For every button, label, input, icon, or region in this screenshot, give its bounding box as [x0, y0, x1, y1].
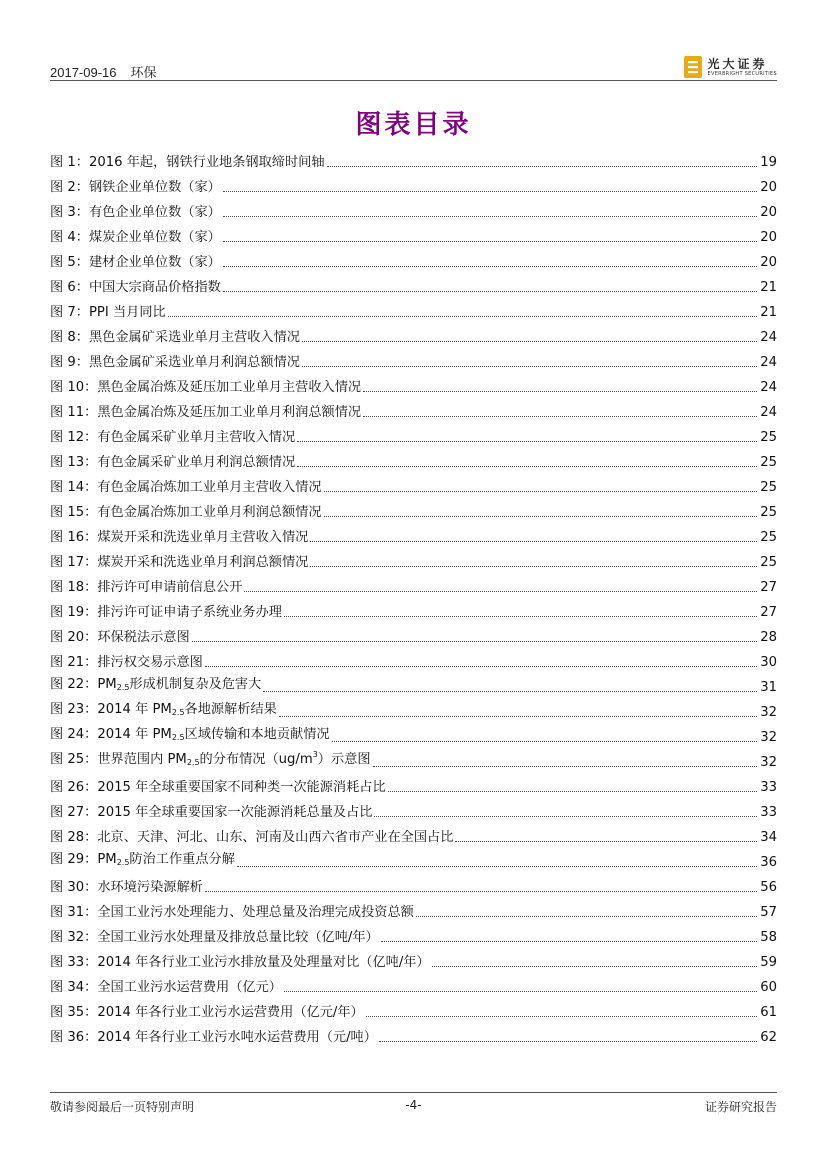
dot-leader [363, 391, 757, 392]
dot-leader [279, 716, 757, 717]
toc-entry-page: 30 [760, 655, 777, 670]
toc-entry-label [50, 930, 379, 946]
dot-leader [324, 516, 757, 517]
dot-leader [223, 266, 757, 267]
toc-entry-text: 图 19：排污许可证申请子系统业务办理 [50, 605, 282, 620]
toc-entry-label [50, 830, 453, 846]
toc-entry-text: 图 33：2014 年各行业工业污水排放量及处理量对比（亿吨/年） [50, 955, 430, 970]
toc-entry-page: 57 [760, 905, 777, 920]
figure-index [50, 146, 777, 1046]
toc-entry[interactable] [50, 196, 777, 221]
dot-leader [223, 216, 757, 217]
dot-leader [388, 791, 757, 792]
toc-entry-label [50, 805, 372, 821]
dot-leader [244, 591, 757, 592]
dot-leader [310, 541, 757, 542]
toc-entry[interactable] [50, 171, 777, 196]
toc-entry-page: 20 [760, 230, 777, 245]
toc-entry[interactable] [50, 546, 777, 571]
toc-entry-text: 图 2：钢铁企业单位数（家） [50, 180, 221, 195]
dot-leader [363, 416, 757, 417]
toc-entry-text: 图 34：全国工业污水运营费用（亿元） [50, 980, 282, 995]
toc-entry-label [50, 677, 261, 696]
toc-entry-page: 33 [760, 780, 777, 795]
page-header [50, 56, 777, 80]
dot-leader [192, 641, 757, 642]
dot-leader [455, 841, 757, 842]
toc-entry[interactable] [50, 346, 777, 371]
toc-entry[interactable] [50, 271, 777, 296]
toc-entry[interactable] [50, 1021, 777, 1046]
subscript-text: 2.5 [116, 858, 130, 867]
toc-entry[interactable] [50, 796, 777, 821]
dot-leader [205, 891, 757, 892]
toc-entry-text: 的分布情况（ug/m [199, 752, 313, 767]
toc-entry-label [50, 530, 308, 546]
toc-entry[interactable] [50, 746, 777, 771]
logo-english-name: EVERBRIGHT SECURITIES [707, 70, 777, 77]
toc-entry-label [50, 305, 166, 321]
toc-entry-label [50, 630, 190, 646]
toc-entry-label [50, 405, 361, 421]
toc-entry-label [50, 430, 295, 446]
toc-entry-label [50, 655, 203, 671]
toc-entry-label [50, 355, 300, 371]
toc-entry[interactable] [50, 621, 777, 646]
subscript-text: 2.5 [116, 683, 130, 692]
toc-entry[interactable] [50, 846, 777, 871]
toc-entry-text: 图 12：有色金属采矿业单月主营收入情况 [50, 430, 296, 445]
toc-entry[interactable] [50, 971, 777, 996]
toc-entry-label [50, 702, 277, 721]
toc-entry-page: 20 [760, 205, 777, 220]
toc-entry-page: 32 [760, 755, 777, 770]
toc-entry-text: 图 18：排污许可申请前信息公开 [50, 580, 243, 595]
toc-entry-label [50, 380, 361, 396]
dot-leader [327, 166, 757, 167]
toc-entry[interactable] [50, 821, 777, 846]
toc-entry-label [50, 505, 322, 521]
superscript-text: 3 [312, 750, 318, 759]
toc-entry-page: 33 [760, 805, 777, 820]
toc-entry-page: 20 [760, 255, 777, 270]
toc-entry-page: 59 [760, 955, 777, 970]
toc-entry-text: 图 21：排污权交易示意图 [50, 655, 203, 670]
toc-entry[interactable] [50, 696, 777, 721]
dot-leader [416, 916, 757, 917]
subscript-text: 2.5 [186, 758, 200, 767]
dot-leader [374, 816, 757, 817]
toc-entry-text: 图 26：2015 年全球重要国家不同种类一次能源消耗占比 [50, 780, 386, 795]
dot-leader [205, 666, 757, 667]
dot-leader [297, 466, 757, 467]
dot-leader [366, 1016, 757, 1017]
toc-entry-text: 图 23：2014 年 PM [50, 702, 172, 717]
toc-entry[interactable] [50, 721, 777, 746]
company-logo [684, 56, 777, 78]
dot-leader [223, 291, 757, 292]
toc-entry-text: 各地源解析结果 [184, 702, 277, 717]
toc-entry-text: 图 22：PM [50, 677, 117, 692]
page-number: -4- [405, 1098, 422, 1112]
toc-entry-page: 25 [760, 505, 777, 520]
toc-entry[interactable] [50, 771, 777, 796]
toc-entry[interactable] [50, 321, 777, 346]
dot-leader [379, 1041, 757, 1042]
toc-entry-page: 25 [760, 455, 777, 470]
toc-entry-label [50, 280, 221, 296]
toc-entry-page: 31 [760, 680, 777, 695]
toc-entry-label [50, 255, 221, 271]
dot-leader [310, 566, 757, 567]
toc-entry-page: 34 [760, 830, 777, 845]
toc-entry[interactable] [50, 646, 777, 671]
subscript-text: 2.5 [171, 708, 185, 717]
logo-chinese-name: 光大证券 [707, 56, 768, 71]
dot-leader [223, 241, 757, 242]
toc-entry-text: 图 17：煤炭开采和洗选业单月利润总额情况 [50, 555, 309, 570]
toc-entry-text: 图 20：环保税法示意图 [50, 630, 190, 645]
dot-leader [237, 866, 757, 867]
toc-entry-page: 21 [760, 305, 777, 320]
dot-leader [223, 191, 757, 192]
page-footer [50, 1098, 777, 1114]
toc-entry-page: 25 [760, 530, 777, 545]
report-date: 2017-09-16 [50, 65, 117, 80]
toc-entry-label [50, 455, 295, 471]
toc-entry[interactable] [50, 921, 777, 946]
toc-entry-text: 区域传输和本地贡献情况 [184, 727, 330, 742]
toc-entry-label [50, 780, 386, 796]
toc-entry[interactable] [50, 996, 777, 1021]
toc-entry-page: 24 [760, 355, 777, 370]
toc-entry[interactable] [50, 496, 777, 521]
toc-entry-text: 图 4：煤炭企业单位数（家） [50, 230, 221, 245]
toc-entry-text: 图 3：有色企业单位数（家） [50, 205, 221, 220]
toc-entry-page: 20 [760, 180, 777, 195]
toc-entry[interactable] [50, 221, 777, 246]
dot-leader [381, 941, 757, 942]
dot-leader [284, 616, 757, 617]
toc-entry-label [50, 1005, 364, 1021]
toc-entry[interactable] [50, 296, 777, 321]
dot-leader [284, 991, 757, 992]
toc-entry-page: 27 [760, 580, 777, 595]
toc-entry-label [50, 155, 325, 171]
dot-leader [432, 966, 757, 967]
toc-entry-label [50, 980, 282, 996]
dot-leader [168, 316, 757, 317]
toc-entry-text: 图 7：PPI 当月同比 [50, 305, 166, 320]
toc-entry-label [50, 1030, 377, 1046]
toc-entry-label [50, 905, 414, 921]
toc-entry-page: 62 [760, 1030, 777, 1045]
toc-entry-text: 图 9：黑色金属矿采选业单月利润总额情况 [50, 355, 300, 370]
dot-leader [324, 491, 757, 492]
toc-entry-label [50, 330, 300, 346]
toc-entry-text: 图 30：水环境污染源解析 [50, 880, 203, 895]
toc-entry-page: 25 [760, 555, 777, 570]
toc-entry-label [50, 180, 221, 196]
report-sector: 环保 [130, 65, 157, 80]
toc-entry-text: 图 35：2014 年各行业工业污水运营费用（亿元/年） [50, 1005, 364, 1020]
toc-entry-label [50, 555, 308, 571]
toc-entry-text: 图 29：PM [50, 852, 117, 867]
toc-entry-page: 24 [760, 405, 777, 420]
toc-entry[interactable] [50, 471, 777, 496]
toc-entry-text: 图 24：2014 年 PM [50, 727, 172, 742]
toc-entry-label [50, 727, 330, 746]
toc-entry-text: 图 27：2015 年全球重要国家一次能源消耗总量及占比 [50, 805, 373, 820]
toc-entry-page: 28 [760, 630, 777, 645]
page-title: 图表目录 [355, 110, 472, 140]
toc-entry-text: 图 11：黑色金属冶炼及延压加工业单月利润总额情况 [50, 405, 362, 420]
toc-entry-label [50, 205, 221, 221]
toc-entry[interactable] [50, 871, 777, 896]
toc-entry-page: 32 [760, 705, 777, 720]
toc-entry-page: 36 [760, 855, 777, 870]
toc-entry-label [50, 880, 203, 896]
toc-entry-text: 图 32：全国工业污水处理量及排放总量比较（亿吨/年） [50, 930, 379, 945]
toc-entry-page: 24 [760, 380, 777, 395]
toc-entry-label [50, 747, 371, 771]
toc-entry-page: 27 [760, 605, 777, 620]
toc-entry-label [50, 580, 242, 596]
toc-entry[interactable] [50, 671, 777, 696]
toc-entry[interactable] [50, 396, 777, 421]
toc-entry[interactable] [50, 946, 777, 971]
toc-entry-text: 图 5：建材企业单位数（家） [50, 255, 221, 270]
report-type: 证券研究报告 [704, 1100, 777, 1114]
toc-entry[interactable] [50, 146, 777, 171]
dot-leader [332, 741, 757, 742]
toc-entry-text: 图 15：有色金属冶炼加工业单月利润总额情况 [50, 505, 322, 520]
header-divider [50, 80, 777, 81]
toc-entry-label [50, 480, 322, 496]
toc-entry-text: 图 31：全国工业污水处理能力、处理总量及治理完成投资总额 [50, 905, 414, 920]
toc-entry-text: 图 25：世界范围内 PM [50, 752, 187, 767]
toc-entry-label [50, 605, 282, 621]
toc-entry-page: 58 [760, 930, 777, 945]
dot-leader [263, 691, 757, 692]
toc-entry[interactable] [50, 571, 777, 596]
dot-leader [297, 441, 757, 442]
toc-entry-text: 图 8：黑色金属矿采选业单月主营收入情况 [50, 330, 300, 345]
toc-entry-page: 21 [760, 280, 777, 295]
toc-entry-text: 形成机制复杂及危害大 [129, 677, 262, 692]
toc-entry-label [50, 230, 221, 246]
toc-entry-page: 56 [760, 880, 777, 895]
toc-entry-text: 图 13：有色金属采矿业单月利润总额情况 [50, 455, 296, 470]
dot-leader [373, 766, 757, 767]
toc-entry-text: 图 1：2016 年起，钢铁行业地条钢取缔时间轴 [50, 155, 325, 170]
footer-divider [50, 1092, 777, 1093]
toc-entry-text: 图 28：北京、天津、河北、山东、河南及山西六省市产业在全国占比 [50, 830, 454, 845]
toc-entry-page: 25 [760, 480, 777, 495]
dot-leader [302, 341, 757, 342]
toc-entry-page: 32 [760, 730, 777, 745]
everbright-logo-icon [684, 56, 702, 78]
toc-entry[interactable] [50, 521, 777, 546]
subscript-text: 2.5 [171, 733, 185, 742]
toc-entry-label [50, 955, 430, 971]
toc-entry[interactable] [50, 246, 777, 271]
toc-entry-text: ）示意图 [317, 752, 371, 767]
toc-entry-page: 60 [760, 980, 777, 995]
toc-entry-page: 25 [760, 430, 777, 445]
toc-entry[interactable] [50, 421, 777, 446]
toc-entry-page: 24 [760, 330, 777, 345]
disclaimer-note: 敬请参阅最后一页特别声明 [50, 1100, 195, 1114]
toc-entry-page: 61 [760, 1005, 777, 1020]
header-meta [50, 62, 157, 81]
dot-leader [302, 366, 757, 367]
toc-entry[interactable] [50, 896, 777, 921]
toc-entry-page: 19 [760, 155, 777, 170]
toc-entry-text: 图 10：黑色金属冶炼及延压加工业单月主营收入情况 [50, 380, 362, 395]
toc-entry-text: 图 14：有色金属冶炼加工业单月主营收入情况 [50, 480, 322, 495]
toc-entry-text: 图 6：中国大宗商品价格指数 [50, 280, 221, 295]
toc-entry[interactable] [50, 371, 777, 396]
toc-entry-text: 图 16：煤炭开采和洗选业单月主营收入情况 [50, 530, 309, 545]
toc-entry-label [50, 852, 235, 871]
toc-entry[interactable] [50, 446, 777, 471]
toc-entry-text: 图 36：2014 年各行业工业污水吨水运营费用（元/吨） [50, 1030, 377, 1045]
toc-entry[interactable] [50, 596, 777, 621]
toc-entry-text: 防治工作重点分解 [129, 852, 235, 867]
